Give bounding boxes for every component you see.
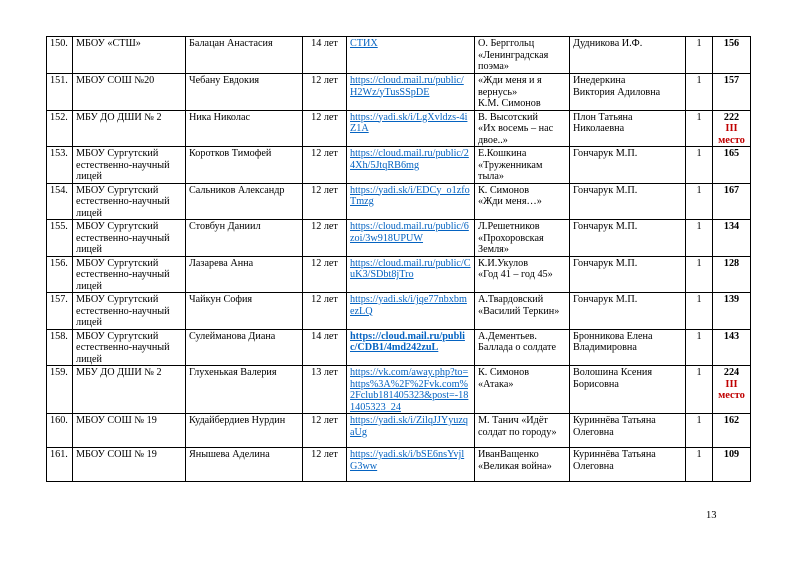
age-cell: 12 лет: [303, 220, 347, 257]
school-cell: МБОУ Сургутский естественно-научный лицей: [73, 293, 186, 330]
age-cell: 12 лет: [303, 256, 347, 293]
video-link[interactable]: https://vk.com/away.php?to=https%3A%2F%2Fvk.com%2Fclub181405323&post=-181405323_24: [350, 367, 469, 413]
score-cell: [713, 37, 751, 74]
video-link-cell: [347, 329, 475, 366]
age-cell: 12 лет: [303, 183, 347, 220]
work-title-cell: М. Танич «Идёт солдат по городу»: [475, 414, 570, 448]
video-link[interactable]: https://cloud.mail.ru/public/24Xh/5JtqRB6mg: [350, 148, 469, 171]
table-row: [47, 414, 751, 448]
row-number-cell: 161.: [47, 448, 73, 482]
age-cell: 14 лет: [303, 37, 347, 74]
video-link-cell: [347, 183, 475, 220]
row-number-cell: 160.: [47, 414, 73, 448]
teacher-cell: Гончарук М.П.: [570, 256, 686, 293]
school-cell: МБОУ Сургутский естественно-научный лицей: [73, 256, 186, 293]
table-row: [47, 147, 751, 184]
work-title-cell: В. Высотский «Их восемь – нас двое..»: [475, 110, 570, 147]
participant-name-cell: Чебану Евдокия: [186, 74, 303, 111]
video-link-cell: [347, 37, 475, 74]
participant-name-cell: Кудайбердиев Нурдин: [186, 414, 303, 448]
work-title-cell: Е.Кошкина «Труженникам тыла»: [475, 147, 570, 184]
score-value: 139: [723, 294, 740, 305]
video-link-cell: [347, 414, 475, 448]
video-link-cell: [347, 110, 475, 147]
video-link-cell: [347, 293, 475, 330]
row-number-cell: 154.: [47, 183, 73, 220]
score-value: 156: [723, 38, 740, 49]
school-cell: МБОУ Сургутский естественно-научный лицей: [73, 220, 186, 257]
count-cell: 1: [686, 329, 713, 366]
count-cell: 1: [686, 256, 713, 293]
participant-name-cell: Лазарева Анна: [186, 256, 303, 293]
score-cell: [713, 329, 751, 366]
school-cell: МБОУ СОШ № 19: [73, 448, 186, 482]
score-value: 167: [723, 184, 740, 196]
age-cell: 12 лет: [303, 414, 347, 448]
table-row: [47, 329, 751, 366]
table-row: [47, 293, 751, 330]
score-value: 128: [723, 257, 740, 269]
score-cell: [713, 256, 751, 293]
teacher-cell: Бронникова Елена Владимировна: [570, 329, 686, 366]
age-cell: 12 лет: [303, 147, 347, 184]
count-cell: 1: [686, 74, 713, 111]
count-cell: 1: [686, 147, 713, 184]
score-value: 143: [723, 330, 740, 342]
participant-name-cell: Янышева Аделина: [186, 448, 303, 482]
participant-name-cell: Балацан Анастасия: [186, 37, 303, 74]
work-title-cell: ИванВащенко «Великая война»: [475, 448, 570, 482]
row-number-cell: 158.: [47, 329, 73, 366]
video-link[interactable]: https://cloud.mail.ru/public/CDB1/4md242zuL: [350, 330, 465, 353]
video-link[interactable]: https://yadi.sk/i/EDCy_o1zfoTmzg: [350, 184, 470, 207]
score-cell: [713, 293, 751, 330]
teacher-cell: Инедеркина Виктория Адиловна: [570, 74, 686, 111]
count-cell: 1: [686, 366, 713, 414]
video-link-cell: [347, 448, 475, 482]
count-cell: 1: [686, 110, 713, 147]
participant-name-cell: Чайкун София: [186, 293, 303, 330]
school-cell: МБОУ Сургутский естественно-научный лицей: [73, 183, 186, 220]
work-title-cell: К.И.Укулов «Год 41 – год 45»: [475, 256, 570, 293]
row-number-cell: 157.: [47, 293, 73, 330]
school-cell: МБОУ Сургутский естественно-научный лицей: [73, 329, 186, 366]
teacher-cell: Куриннёва Татьяна Олеговна: [570, 414, 686, 448]
table-row: [47, 74, 751, 111]
video-link[interactable]: https://yadi.sk/i/LgXvldzs-4iZ1A: [350, 111, 468, 134]
score-cell: [713, 183, 751, 220]
teacher-cell: Плон Татьяна Николаевна: [570, 110, 686, 147]
school-cell: МБУ ДО ДШИ № 2: [73, 110, 186, 147]
teacher-cell: Куриннёва Татьяна Олеговна: [570, 448, 686, 482]
video-link[interactable]: https://yadi.sk/i/jqe77nbxbmezLQ: [350, 294, 467, 317]
participant-name-cell: Сулейманова Диана: [186, 329, 303, 366]
video-link[interactable]: https://cloud.mail.ru/public/CuK3/SDbt8jTro: [350, 257, 471, 280]
place-badge: III место: [718, 378, 745, 401]
video-link-cell: [347, 147, 475, 184]
row-number-cell: 155.: [47, 220, 73, 257]
count-cell: 1: [686, 293, 713, 330]
row-number-cell: 152.: [47, 110, 73, 147]
work-title-cell: «Жди меня и я вернусь» К.М. Симонов: [475, 74, 570, 111]
score-cell: [713, 414, 751, 448]
results-table: [46, 36, 751, 482]
work-title-cell: К. Симонов «Жди меня…»: [475, 183, 570, 220]
school-cell: МБОУ «СТШ»: [73, 37, 186, 74]
work-title-cell: А.Дементьев. Баллада о солдате: [475, 329, 570, 366]
teacher-cell: Дудникова И.Ф.: [570, 37, 686, 74]
video-link[interactable]: https://cloud.mail.ru/public/H2Wz/yTusSSpDE: [350, 75, 464, 98]
page-number: 13: [706, 510, 717, 521]
participant-name-cell: Глухенькая Валерия: [186, 366, 303, 414]
table-row: [47, 366, 751, 414]
age-cell: 12 лет: [303, 293, 347, 330]
table-row: [47, 110, 751, 147]
score-cell: [713, 110, 751, 147]
work-title-cell: К. Симонов «Атака»: [475, 366, 570, 414]
age-cell: 12 лет: [303, 110, 347, 147]
video-link[interactable]: https://yadi.sk/i/bSE6nsYvjlG3ww: [350, 449, 465, 472]
row-number-cell: 150.: [47, 37, 73, 74]
school-cell: МБУ ДО ДШИ № 2: [73, 366, 186, 414]
age-cell: 12 лет: [303, 448, 347, 482]
table-row: [47, 220, 751, 257]
table-row: [47, 183, 751, 220]
teacher-cell: Гончарук М.П.: [570, 183, 686, 220]
score-cell: [713, 220, 751, 257]
teacher-cell: Гончарук М.П.: [570, 147, 686, 184]
count-cell: 1: [686, 220, 713, 257]
school-cell: МБОУ СОШ №20: [73, 74, 186, 111]
score-cell: [713, 448, 751, 482]
table-row: [47, 256, 751, 293]
age-cell: 14 лет: [303, 329, 347, 366]
score-cell: [713, 74, 751, 111]
score-value: 222: [723, 111, 740, 123]
row-number-cell: 159.: [47, 366, 73, 414]
score-value: 162: [723, 415, 740, 426]
score-value: 157: [723, 75, 740, 86]
place-badge: III место: [718, 123, 745, 146]
teacher-cell: Волошина Ксения Борисовна: [570, 366, 686, 414]
score-cell: [713, 147, 751, 184]
row-number-cell: 153.: [47, 147, 73, 184]
video-link[interactable]: СТИХ: [350, 38, 378, 49]
video-link-cell: [347, 220, 475, 257]
score-value: 224: [723, 367, 740, 378]
teacher-cell: Гончарук М.П.: [570, 220, 686, 257]
age-cell: 12 лет: [303, 74, 347, 111]
results-table-body: [47, 37, 751, 482]
participant-name-cell: Сальников Александр: [186, 183, 303, 220]
school-cell: МБОУ СОШ № 19: [73, 414, 186, 448]
table-row: [47, 37, 751, 74]
count-cell: 1: [686, 37, 713, 74]
participant-name-cell: Ника Николас: [186, 110, 303, 147]
score-value: 134: [723, 221, 740, 232]
participant-name-cell: Коротков Тимофей: [186, 147, 303, 184]
work-title-cell: А.Твардовский «Василий Теркин»: [475, 293, 570, 330]
video-link-cell: [347, 74, 475, 111]
count-cell: 1: [686, 448, 713, 482]
teacher-cell: Гончарук М.П.: [570, 293, 686, 330]
video-link-cell: [347, 366, 475, 414]
video-link[interactable]: https://yadi.sk/i/ZilqJJYyuzqaUg: [350, 415, 469, 438]
work-title-cell: Л.Решетников «Прохоровская Земля»: [475, 220, 570, 257]
score-value: 165: [723, 148, 740, 159]
row-number-cell: 151.: [47, 74, 73, 111]
participant-name-cell: Стовбун Даниил: [186, 220, 303, 257]
score-cell: [713, 366, 751, 414]
score-value: 109: [723, 449, 740, 460]
video-link-cell: [347, 256, 475, 293]
age-cell: 13 лет: [303, 366, 347, 414]
video-link[interactable]: https://cloud.mail.ru/public/6zoi/3w918UPUW: [350, 221, 469, 244]
table-row: [47, 448, 751, 482]
count-cell: 1: [686, 183, 713, 220]
school-cell: МБОУ Сургутский естественно-научный лицей: [73, 147, 186, 184]
work-title-cell: О. Берггольц «Ленинградская поэма»: [475, 37, 570, 74]
count-cell: 1: [686, 414, 713, 448]
row-number-cell: 156.: [47, 256, 73, 293]
